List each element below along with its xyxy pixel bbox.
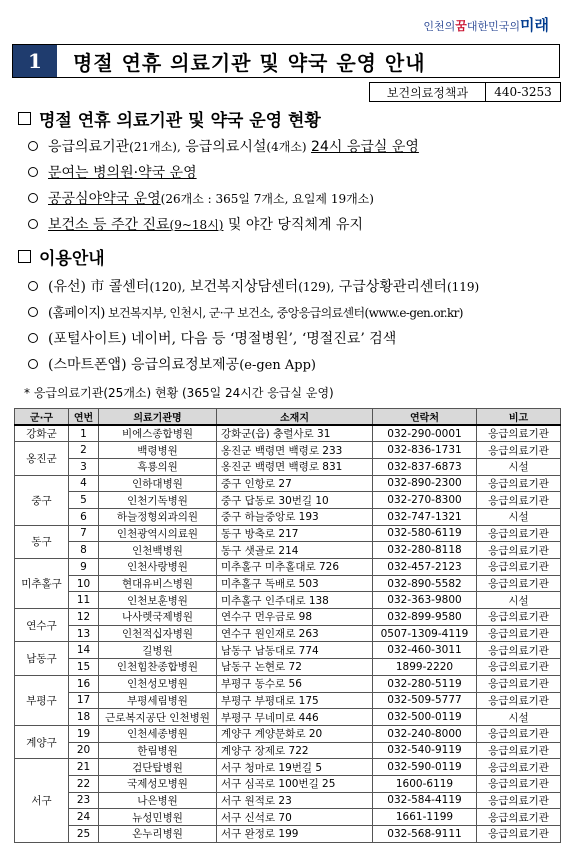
guide-item-1 bbox=[28, 276, 479, 296]
table-row bbox=[15, 792, 561, 809]
institution-cell: 인천사랑병원 bbox=[99, 559, 217, 576]
district-cell: 미추홀구 bbox=[15, 559, 69, 609]
remarks-cell: 응급의료기관 bbox=[477, 575, 561, 592]
circle-bullet-icon bbox=[28, 141, 38, 151]
number-cell: 13 bbox=[69, 625, 99, 642]
contact-cell: 032-584-4119 bbox=[373, 792, 477, 809]
circle-bullet-icon bbox=[28, 193, 38, 203]
circle-bullet-icon bbox=[28, 167, 38, 177]
remarks-cell: 응급의료기관 bbox=[477, 742, 561, 759]
header-remarks: 비고 bbox=[477, 409, 561, 426]
table-row bbox=[15, 809, 561, 826]
institution-cell: 검단탑병원 bbox=[99, 759, 217, 776]
contact-cell: 1661-1199 bbox=[373, 809, 477, 826]
item-text: (4개소) bbox=[266, 140, 307, 154]
contact-cell: 032-590-0119 bbox=[373, 759, 477, 776]
remarks-cell: 응급의료기관 bbox=[477, 792, 561, 809]
contact-cell: 032-568-9111 bbox=[373, 826, 477, 843]
number-cell: 10 bbox=[69, 575, 99, 592]
logo-part-1: 인천의 bbox=[423, 19, 456, 33]
item-text: (포털사이트) 네이버, 다음 등 ‘명절병원’, ‘명절진료’ 검색 bbox=[48, 331, 397, 347]
table-row bbox=[15, 642, 561, 659]
address-cell: 중구 답동로 30번길 10 bbox=[217, 492, 373, 509]
remarks-cell: 응급의료기관 bbox=[477, 809, 561, 826]
section-heading-guide bbox=[18, 244, 105, 269]
address-cell: 옹진군 백령면 백령로 233 bbox=[217, 442, 373, 459]
district-cell: 계양구 bbox=[15, 725, 69, 758]
address-cell: 미추홀구 독배로 503 bbox=[217, 575, 373, 592]
address-cell: 연수구 먼우금로 98 bbox=[217, 609, 373, 626]
address-cell: 옹진군 백령면 백령로 831 bbox=[217, 458, 373, 475]
district-cell: 강화군 bbox=[15, 425, 69, 442]
remarks-cell: 응급의료기관 bbox=[477, 559, 561, 576]
number-cell: 1 bbox=[69, 425, 99, 442]
remarks-cell: 시설 bbox=[477, 592, 561, 609]
address-cell: 서구 완정로 199 bbox=[217, 826, 373, 843]
address-cell: 동구 방축로 217 bbox=[217, 525, 373, 542]
circle-bullet-icon bbox=[28, 333, 38, 343]
item-text: 응급의료기관 bbox=[48, 139, 130, 155]
number-cell: 22 bbox=[69, 775, 99, 792]
district-cell: 동구 bbox=[15, 525, 69, 558]
table-header-row bbox=[15, 409, 561, 426]
contact-cell: 032-500-0119 bbox=[373, 709, 477, 726]
number-cell: 15 bbox=[69, 659, 99, 676]
district-cell: 부평구 bbox=[15, 675, 69, 725]
institution-cell: 인천적십자병원 bbox=[99, 625, 217, 642]
number-cell: 21 bbox=[69, 759, 99, 776]
remarks-cell: 응급의료기관 bbox=[477, 625, 561, 642]
logo-part-3: 대한민국의 bbox=[466, 19, 521, 33]
district-cell: 서구 bbox=[15, 759, 69, 842]
item-text: (120), bbox=[149, 280, 186, 294]
remarks-cell: 응급의료기관 bbox=[477, 475, 561, 492]
address-cell: 계양구 장제로 722 bbox=[217, 742, 373, 759]
contact-cell: 032-540-9119 bbox=[373, 742, 477, 759]
item-text: (119) bbox=[446, 280, 480, 294]
address-cell: 중구 인항로 27 bbox=[217, 475, 373, 492]
institution-cell: 근로복지공단 인천병원 bbox=[99, 709, 217, 726]
address-cell: 계양구 계양문화로 20 bbox=[217, 725, 373, 742]
remarks-cell: 응급의료기관 bbox=[477, 659, 561, 676]
square-bullet-icon bbox=[18, 250, 31, 263]
number-cell: 20 bbox=[69, 742, 99, 759]
remarks-cell: 응급의료기관 bbox=[477, 609, 561, 626]
remarks-cell: 응급의료기관 bbox=[477, 725, 561, 742]
circle-bullet-icon bbox=[28, 359, 38, 369]
item-text: 및 야간 당직 bbox=[223, 217, 305, 233]
institution-cell: 백령병원 bbox=[99, 442, 217, 459]
square-bullet-icon bbox=[18, 112, 31, 125]
item-text: (유선) 市 콜센터 bbox=[48, 279, 150, 295]
number-cell: 24 bbox=[69, 809, 99, 826]
emergency-facility-table bbox=[14, 408, 561, 843]
contact-cell: 032-890-2300 bbox=[373, 475, 477, 492]
contact-cell: 032-363-9800 bbox=[373, 592, 477, 609]
status-item-1 bbox=[28, 136, 419, 156]
address-cell: 미추홀구 인주대로 138 bbox=[217, 592, 373, 609]
remarks-cell: 응급의료기관 bbox=[477, 692, 561, 709]
district-cell: 옹진군 bbox=[15, 442, 69, 475]
contact-cell: 1600-6119 bbox=[373, 775, 477, 792]
item-text: 공공심야약국 운영 bbox=[48, 191, 161, 207]
institution-cell: 인천세종병원 bbox=[99, 725, 217, 742]
remarks-cell: 응급의료기관 bbox=[477, 542, 561, 559]
number-cell: 25 bbox=[69, 826, 99, 843]
contact-cell: 032-290-0001 bbox=[373, 425, 477, 442]
table-row bbox=[15, 826, 561, 843]
address-cell: 부평구 무네미로 446 bbox=[217, 709, 373, 726]
table-row bbox=[15, 775, 561, 792]
address-cell: 서구 신석로 70 bbox=[217, 809, 373, 826]
header-address: 소재지 bbox=[217, 409, 373, 426]
table-row bbox=[15, 625, 561, 642]
circle-bullet-icon bbox=[28, 219, 38, 229]
address-cell: 남동구 남동대로 774 bbox=[217, 642, 373, 659]
item-text: (9~18시) bbox=[169, 218, 224, 232]
status-item-4 bbox=[28, 214, 363, 234]
district-cell: 연수구 bbox=[15, 609, 69, 642]
number-cell: 11 bbox=[69, 592, 99, 609]
contact-cell: 032-837-6873 bbox=[373, 458, 477, 475]
department-box bbox=[369, 82, 561, 102]
item-text: (e-gen App) bbox=[239, 358, 316, 373]
table-row bbox=[15, 675, 561, 692]
table-row bbox=[15, 475, 561, 492]
table-row bbox=[15, 609, 561, 626]
remarks-cell: 응급의료기관 bbox=[477, 826, 561, 843]
remarks-cell: 응급의료기관 bbox=[477, 642, 561, 659]
number-cell: 17 bbox=[69, 692, 99, 709]
remarks-cell: 응급의료기관 bbox=[477, 492, 561, 509]
institution-cell: 한림병원 bbox=[99, 742, 217, 759]
table-row bbox=[15, 425, 561, 442]
table-row bbox=[15, 592, 561, 609]
remarks-cell: 응급의료기관 bbox=[477, 442, 561, 459]
remarks-cell: 응급의료기관 bbox=[477, 425, 561, 442]
number-cell: 12 bbox=[69, 609, 99, 626]
contact-cell: 032-899-9580 bbox=[373, 609, 477, 626]
institution-cell: 나은병원 bbox=[99, 792, 217, 809]
district-cell: 중구 bbox=[15, 475, 69, 525]
contact-cell: 032-460-3011 bbox=[373, 642, 477, 659]
remarks-cell: 응급의료기관 bbox=[477, 775, 561, 792]
number-cell: 3 bbox=[69, 458, 99, 475]
item-text: (스마트폰앱) 응급의료정보제공 bbox=[48, 357, 240, 373]
contact-cell: 032-836-1731 bbox=[373, 442, 477, 459]
e-gen-website-link[interactable]: (www.e-gen.or.kr) bbox=[364, 306, 463, 320]
number-cell: 2 bbox=[69, 442, 99, 459]
address-cell: 남동구 논현로 72 bbox=[217, 659, 373, 676]
table-row bbox=[15, 742, 561, 759]
table-row bbox=[15, 692, 561, 709]
item-text: (21개소), bbox=[129, 140, 181, 154]
item-text: 체계 유지 bbox=[304, 217, 363, 233]
table-body bbox=[15, 425, 561, 842]
item-text: 보건복지상담센터 bbox=[185, 279, 299, 295]
remarks-cell: 응급의료기관 bbox=[477, 525, 561, 542]
table-row bbox=[15, 508, 561, 525]
header-district: 군·구 bbox=[15, 409, 69, 426]
city-slogan-logo bbox=[423, 12, 549, 36]
number-cell: 16 bbox=[69, 675, 99, 692]
number-cell: 9 bbox=[69, 559, 99, 576]
address-cell: 서구 청마로 19번길 5 bbox=[217, 759, 373, 776]
contact-cell: 032-280-5119 bbox=[373, 675, 477, 692]
table-row bbox=[15, 659, 561, 676]
guide-item-3 bbox=[28, 328, 396, 348]
address-cell: 부평구 부평대로 175 bbox=[217, 692, 373, 709]
item-text: (홈페이지) bbox=[48, 306, 105, 321]
institution-cell: 길병원 bbox=[99, 642, 217, 659]
institution-cell: 나사렛국제병원 bbox=[99, 609, 217, 626]
table-row bbox=[15, 458, 561, 475]
number-cell: 7 bbox=[69, 525, 99, 542]
item-text: 보건복지부, 인천시, 군·구 보건소, 중앙응급의료센터 bbox=[104, 306, 365, 320]
institution-cell: 인천힘찬종합병원 bbox=[99, 659, 217, 676]
logo-part-4: 미래 bbox=[520, 15, 549, 34]
table-row bbox=[15, 442, 561, 459]
number-cell: 8 bbox=[69, 542, 99, 559]
number-cell: 14 bbox=[69, 642, 99, 659]
item-text: (26개소 : 365일 7개소, 요일제 19개소) bbox=[160, 192, 374, 206]
table-row bbox=[15, 575, 561, 592]
institution-cell: 인천광역시의료원 bbox=[99, 525, 217, 542]
number-cell: 23 bbox=[69, 792, 99, 809]
contact-cell: 032-509-5777 bbox=[373, 692, 477, 709]
institution-cell: 흑룡의원 bbox=[99, 458, 217, 475]
institution-cell: 현대유비스병원 bbox=[99, 575, 217, 592]
number-cell: 5 bbox=[69, 492, 99, 509]
table-row bbox=[15, 542, 561, 559]
status-item-2 bbox=[28, 162, 197, 182]
header-institution: 의료기관명 bbox=[99, 409, 217, 426]
contact-cell: 032-747-1321 bbox=[373, 508, 477, 525]
address-cell: 서구 원적로 23 bbox=[217, 792, 373, 809]
header-contact: 연락처 bbox=[373, 409, 477, 426]
circle-bullet-icon bbox=[28, 281, 38, 291]
address-cell: 부평구 동수로 56 bbox=[217, 675, 373, 692]
institution-cell: 비에스종합병원 bbox=[99, 425, 217, 442]
guide-item-2 bbox=[28, 302, 463, 321]
circle-bullet-icon bbox=[28, 307, 38, 317]
table-row bbox=[15, 492, 561, 509]
section-heading-status bbox=[18, 106, 321, 131]
institution-cell: 부평세림병원 bbox=[99, 692, 217, 709]
table-note: * 응급의료기관(25개소) 현황 (365일 24시간 응급실 운영) bbox=[24, 386, 334, 400]
institution-cell: 온누리병원 bbox=[99, 826, 217, 843]
header-number: 연번 bbox=[69, 409, 99, 426]
district-cell: 남동구 bbox=[15, 642, 69, 675]
contact-cell: 032-240-8000 bbox=[373, 725, 477, 742]
table-row bbox=[15, 725, 561, 742]
number-cell: 4 bbox=[69, 475, 99, 492]
item-text: 24시 응급실 운영 bbox=[311, 139, 419, 155]
address-cell: 서구 심곡로 100번길 25 bbox=[217, 775, 373, 792]
institution-cell: 국제성모병원 bbox=[99, 775, 217, 792]
remarks-cell: 시설 bbox=[477, 458, 561, 475]
address-cell: 중구 하늘중앙로 193 bbox=[217, 508, 373, 525]
section-heading-text: 이용안내 bbox=[39, 249, 105, 269]
item-text: 응급의료시설 bbox=[180, 139, 267, 155]
table-row bbox=[15, 709, 561, 726]
contact-cell: 0507-1309-4119 bbox=[373, 625, 477, 642]
number-cell: 6 bbox=[69, 508, 99, 525]
contact-cell: 032-280-8118 bbox=[373, 542, 477, 559]
remarks-cell: 시설 bbox=[477, 508, 561, 525]
institution-cell: 인천성모병원 bbox=[99, 675, 217, 692]
remarks-cell: 시설 bbox=[477, 709, 561, 726]
address-cell: 동구 샛골로 214 bbox=[217, 542, 373, 559]
department-name: 보건의료정책과 bbox=[370, 83, 486, 101]
institution-cell: 인천백병원 bbox=[99, 542, 217, 559]
guide-item-4 bbox=[28, 354, 316, 374]
title-number: 1 bbox=[13, 45, 57, 77]
item-text: 보건소 등 주간 진료 bbox=[48, 217, 170, 233]
item-text: (129), bbox=[298, 280, 335, 294]
address-cell: 미추홀구 미추홀대로 726 bbox=[217, 559, 373, 576]
item-text: 구급상황관리센터 bbox=[334, 279, 447, 295]
item-text: 문여는 병의원·약국 운영 bbox=[48, 165, 197, 181]
institution-cell: 인천보훈병원 bbox=[99, 592, 217, 609]
address-cell: 강화군(읍) 충렬사로 31 bbox=[217, 425, 373, 442]
address-cell: 연수구 원인재로 263 bbox=[217, 625, 373, 642]
institution-cell: 인하대병원 bbox=[99, 475, 217, 492]
contact-cell: 032-890-5582 bbox=[373, 575, 477, 592]
table-row bbox=[15, 525, 561, 542]
table-row bbox=[15, 559, 561, 576]
institution-cell: 하늘정형외과의원 bbox=[99, 508, 217, 525]
institution-cell: 뉴성민병원 bbox=[99, 809, 217, 826]
remarks-cell: 응급의료기관 bbox=[477, 675, 561, 692]
status-item-3 bbox=[28, 188, 374, 208]
department-phone: 440-3253 bbox=[494, 85, 552, 99]
remarks-cell: 응급의료기관 bbox=[477, 759, 561, 776]
number-cell: 18 bbox=[69, 709, 99, 726]
contact-cell: 032-270-8300 bbox=[373, 492, 477, 509]
contact-cell: 032-580-6119 bbox=[373, 525, 477, 542]
contact-cell: 032-457-2123 bbox=[373, 559, 477, 576]
title-bar bbox=[12, 44, 560, 78]
number-cell: 19 bbox=[69, 725, 99, 742]
page-title: 명절 연휴 의료기관 및 약국 운영 안내 bbox=[73, 50, 426, 75]
section-heading-text: 명절 연휴 의료기관 및 약국 운영 현황 bbox=[39, 111, 321, 131]
contact-cell: 1899-2220 bbox=[373, 659, 477, 676]
table-row bbox=[15, 759, 561, 776]
logo-part-2: 꿈 bbox=[455, 18, 467, 33]
institution-cell: 인천기독병원 bbox=[99, 492, 217, 509]
